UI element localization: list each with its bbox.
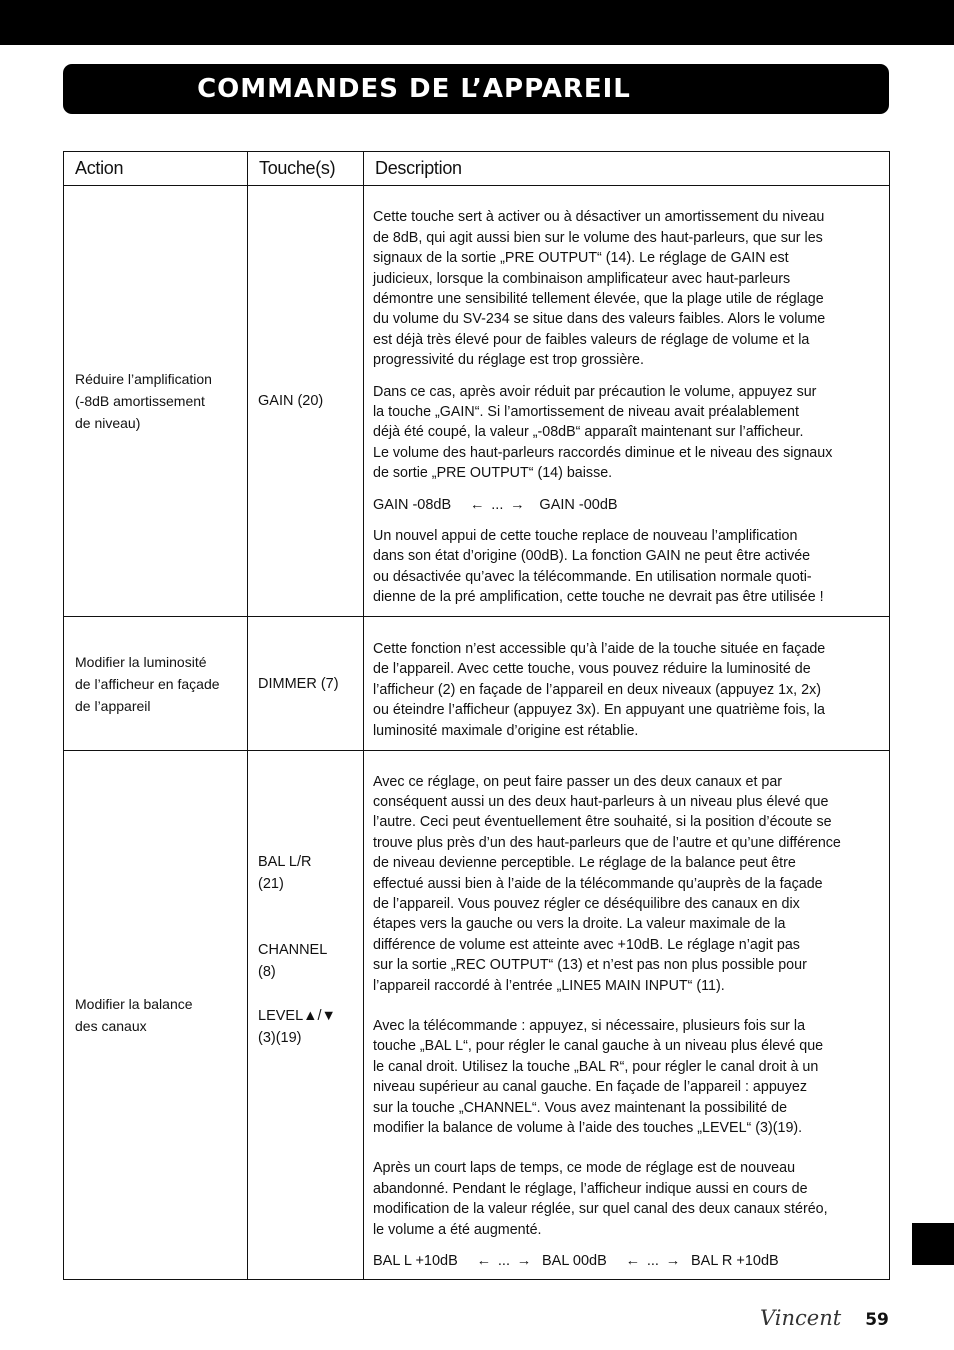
side-tab-marker	[912, 1223, 954, 1265]
page-number: 59	[865, 1310, 889, 1330]
top-black-bar	[0, 0, 954, 45]
header-action: Action	[64, 152, 248, 186]
key-label: LEVEL▲/▼	[258, 1008, 336, 1024]
desc-line: étapes vers la gauche ou vers la droite. La valeur maximale de la	[373, 916, 786, 933]
action-line: des canaux	[75, 1018, 147, 1034]
seq-end: BAL R +10dB	[691, 1253, 779, 1270]
desc-line: Cette touche sert à activer ou à désactiver un amortissement du niveau	[373, 209, 825, 226]
desc-line: Avec ce réglage, on peut faire passer un des deux canaux et par	[373, 773, 783, 790]
arrow-left-icon: ←	[476, 1253, 492, 1270]
key-label: (21)	[258, 876, 284, 892]
page-footer	[760, 1306, 889, 1336]
desc-line: Un nouvel appui de cette touche replace de nouveau l’amplification	[373, 528, 798, 545]
brand-logo: Vincent	[760, 1306, 842, 1330]
desc-line: l’appareil raccordé à l’entrée „LINE5 MAIN INPUT“ (11).	[373, 977, 725, 994]
desc-line: de l’appareil. Avec cette touche, vous pouvez réduire la luminosité de	[373, 661, 811, 678]
desc-line: de 8dB, qui agit aussi bien sur le volume des haut-parleurs, que sur les	[373, 229, 823, 246]
action-line: (-8dB amortissement	[75, 393, 205, 409]
key-label: (3)(19)	[258, 1030, 302, 1046]
desc-line: l’afficheur (2) en façade de l’appareil en deux niveaux (appuyez 1x, 2x)	[373, 681, 821, 698]
desc-line: Cette fonction n’est accessible qu’à l’aide de la touche située en façade	[373, 640, 826, 657]
desc-line: niveau supérieur au canal gauche. En façade de l’appareil : appuyez	[373, 1079, 807, 1096]
desc-line: Le volume des haut-parleurs raccordés diminue et le niveau des signaux	[373, 444, 833, 461]
description-cell	[364, 751, 890, 1280]
table-row-dimmer	[64, 617, 890, 751]
desc-line: déjà été coupé, la valeur „-08dB“ apparaît maintenant sur l’afficheur.	[373, 424, 804, 441]
desc-line: de l’appareil. Vous pouvez régler ce déséquilibre des canaux en dix	[373, 895, 800, 912]
header-keys: Touche(s)	[248, 152, 364, 186]
desc-line: progressivité du réglage est trop grossière.	[373, 352, 644, 369]
desc-line: Avec la télécommande : appuyez, si nécessaire, plusieurs fois sur la	[373, 1018, 806, 1034]
action-line: de l’afficheur en façade	[75, 675, 220, 692]
key-label: BAL L/R	[258, 854, 312, 870]
key-label: DIMMER (7)	[258, 675, 339, 692]
desc-line: sur la sortie „REC OUTPUT“ (13) et n’est pas non plus possible pour	[373, 957, 807, 974]
desc-line: modifier la balance de volume à l’aide des touches „LEVEL“ (3)(19).	[373, 1120, 803, 1137]
desc-line: touche „BAL L“, pour régler le canal gauche à un niveau plus élevé que	[373, 1038, 824, 1055]
desc-line: l’autre. Ceci peut éventuellement être souhaité, si la position d’écoute se	[373, 814, 832, 831]
desc-line: ou éteindre l’afficheur (appuyez 3x). En appuyant une quatrième fois, la	[373, 702, 825, 719]
seq-dots: ...	[497, 1253, 510, 1270]
page-title: COMMANDES DE L’APPAREIL	[197, 74, 631, 104]
title-banner	[63, 64, 889, 114]
seq-end: GAIN -00dB	[539, 496, 618, 513]
action-line: Réduire l’amplification	[75, 371, 212, 387]
desc-line: conséquent aussi un des deux haut-parleurs à un niveau plus élevé que	[373, 793, 829, 810]
seq-dots: ...	[491, 496, 504, 513]
keys-cell	[248, 751, 364, 1280]
desc-line: judicieux, lorsque la combinaison amplificateur avec haut-parleurs	[373, 270, 791, 287]
desc-line: la touche „GAIN“. Si l’amortissement de niveau avait préalablement	[373, 404, 799, 420]
desc-line: abandonné. Pendant le réglage, l’afficheur indique aussi en cours de	[373, 1180, 808, 1197]
desc-line: le canal droit. Utilisez la touche „BAL R“, pour régler le canal droit à un	[373, 1058, 819, 1075]
keys-cell	[248, 617, 364, 751]
desc-line: Dans ce cas, après avoir réduit par précaution le volume, appuyez sur	[373, 383, 817, 400]
description-cell	[364, 186, 890, 617]
desc-line: Après un court laps de temps, ce mode de réglage est de nouveau	[373, 1160, 796, 1177]
action-cell	[64, 186, 248, 617]
arrow-right-icon: →	[516, 1253, 532, 1270]
seq-start: BAL L +10dB	[373, 1253, 458, 1270]
keys-cell	[248, 186, 364, 617]
key-label: (8)	[258, 964, 276, 980]
table-row-gain	[64, 186, 890, 617]
balance-sequence	[373, 1251, 884, 1271]
desc-line: de sortie „PRE OUTPUT“ (14) baisse.	[373, 465, 613, 482]
desc-line: démontre une sensibilité tellement élevée, que la plage utile de réglage	[373, 290, 824, 307]
action-cell	[64, 751, 248, 1280]
desc-line: luminosité maximale d’origine est rétablie.	[373, 722, 639, 739]
seq-mid: BAL 00dB	[542, 1253, 607, 1270]
arrow-right-icon: →	[665, 1253, 681, 1270]
seq-start: GAIN -08dB	[373, 496, 452, 513]
table-header-row	[64, 152, 890, 186]
desc-line: dienne de la pré amplification, cette touche ne devrait pas être utilisée !	[373, 589, 824, 606]
header-description: Description	[364, 152, 890, 186]
desc-line: trouve plus près d’un des haut-parleurs que de l’autre et qu’une différence	[373, 834, 841, 851]
arrow-right-icon: →	[510, 496, 525, 513]
desc-line: ou désactivée qu’avec la télécommande. En utilisation normale quoti-	[373, 568, 812, 585]
action-line: de l’appareil	[75, 697, 151, 714]
action-line: de niveau)	[75, 415, 141, 431]
arrow-left-icon: ←	[470, 496, 485, 513]
desc-line: le volume a été augmenté.	[373, 1221, 542, 1238]
desc-line: sur la touche „CHANNEL“. Vous avez maintenant la possibilité de	[373, 1099, 788, 1116]
commands-table	[63, 151, 890, 1280]
action-cell	[64, 617, 248, 751]
desc-line: effectué aussi bien à l’aide de la télécommande qu’auprès de la façade	[373, 875, 823, 892]
key-label: CHANNEL	[258, 942, 328, 958]
desc-line: de niveau devienne perceptible. Le réglage de la balance peut être	[373, 855, 796, 872]
arrow-left-icon: ←	[625, 1253, 641, 1270]
desc-line: différence de volume est atteinte avec +10dB. Le réglage n’agit pas	[373, 936, 800, 953]
action-line: Modifier la luminosité	[75, 653, 207, 670]
key-label: GAIN (20)	[258, 393, 324, 409]
action-line: Modifier la balance	[75, 996, 193, 1012]
desc-line: est déjà très élevé pour de faibles valeurs de réglage de volume et la	[373, 331, 810, 348]
desc-line: modification de la valeur réglée, sur quel canal des deux canaux stéréo,	[373, 1201, 828, 1218]
desc-line: du volume du SV-234 se situe dans des valeurs faibles. Alors le volume	[373, 311, 826, 328]
description-cell	[364, 617, 890, 751]
seq-dots: ...	[646, 1253, 659, 1270]
table-row-balance	[64, 751, 890, 1280]
desc-line: dans son état d’origine (00dB). La fonction GAIN ne peut être activée	[373, 548, 811, 565]
desc-line: signaux de la sortie „PRE OUTPUT“ (14). Le réglage de GAIN est	[373, 250, 789, 267]
gain-sequence	[373, 495, 884, 515]
